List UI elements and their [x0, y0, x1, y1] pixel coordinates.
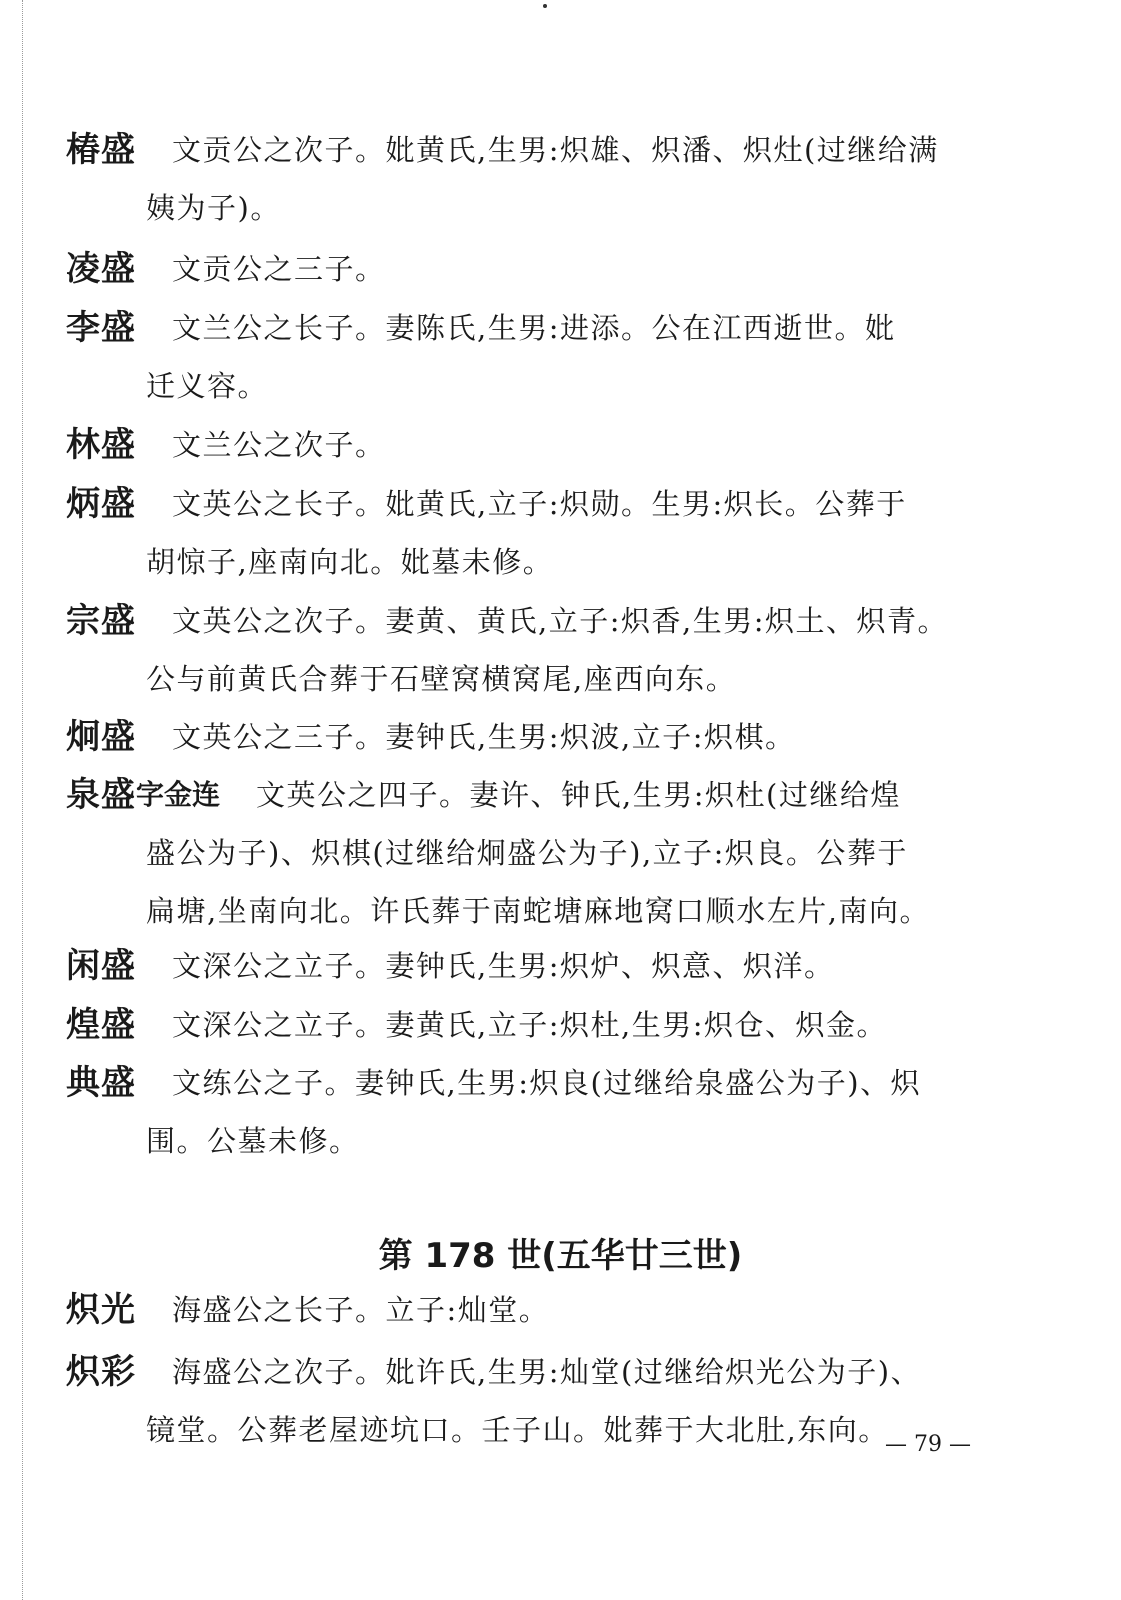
scan-speck — [543, 4, 547, 8]
entry-text-continued: 镜堂。公葬老屋迹坑口。壬子山。妣葬于大北肚,东向。 — [146, 1413, 889, 1447]
entry-text-continued: 公与前黄氏合葬于石壁窝横窝尾,座西向东。 — [146, 662, 737, 696]
entry-text: 文英公之四子。妻许、钟氏,生男:炽杜(过继给煌 — [256, 778, 901, 812]
genealogy-entry — [66, 1063, 1016, 1161]
entry-text: 海盛公之长子。立子:灿堂。 — [172, 1293, 550, 1327]
entry-text: 文深公之立子。妻黄氏,立子:炽杜,生男:炽仓、炽金。 — [172, 1008, 887, 1042]
entry-text-continued: 盛公为子)、炽棋(过继给炯盛公为子),立子:炽良。公葬于 — [146, 836, 908, 870]
entry-name: 炳盛 — [66, 484, 136, 524]
entry-text: 文兰公之长子。妻陈氏,生男:进添。公在江西逝世。妣 — [172, 311, 896, 345]
entry-name: 椿盛 — [66, 130, 136, 170]
genealogy-entry — [66, 425, 1016, 465]
entry-name: 煌盛 — [66, 1005, 136, 1045]
genealogy-entry — [66, 717, 1016, 757]
entry-name: 李盛 — [66, 308, 136, 348]
page-number: — 79 — — [885, 1432, 971, 1457]
entry-text: 文贡公之三子。 — [172, 252, 386, 286]
entry-name: 林盛 — [66, 425, 136, 465]
entry-text: 文兰公之次子。 — [172, 428, 386, 462]
genealogy-entry — [66, 1352, 1016, 1450]
genealogy-entry — [66, 249, 1016, 289]
entry-text: 文英公之长子。妣黄氏,立子:炽勋。生男:炽长。公葬于 — [172, 487, 907, 521]
entry-name: 炽光 — [66, 1290, 136, 1330]
entry-name: 凌盛 — [66, 249, 136, 289]
genealogy-entry — [66, 1290, 1016, 1330]
binding-edge-line — [22, 0, 23, 1600]
entry-text: 文英公之次子。妻黄、黄氏,立子:炽香,生男:炽土、炽青。 — [172, 604, 948, 638]
genealogy-entry — [66, 775, 1016, 931]
entry-name: 炯盛 — [66, 717, 136, 757]
entry-text: 文英公之三子。妻钟氏,生男:炽波,立子:炽棋。 — [172, 720, 796, 754]
entry-courtesy-name: 字金连 — [136, 778, 221, 811]
entry-text: 文练公之子。妻钟氏,生男:炽良(过继给泉盛公为子)、炽 — [172, 1066, 922, 1100]
genealogy-entry — [66, 130, 1016, 228]
genealogy-entry — [66, 601, 1016, 699]
entry-text: 文深公之立子。妻钟氏,生男:炽炉、炽意、炽洋。 — [172, 949, 835, 983]
genealogy-entry — [66, 484, 1016, 582]
entry-text-continued: 扁塘,坐南向北。许氏葬于南蛇塘麻地窝口顺水左片,南向。 — [146, 894, 930, 928]
entry-text-continued: 围。公墓未修。 — [146, 1124, 360, 1158]
entry-name: 宗盛 — [66, 601, 136, 641]
entry-name: 闲盛 — [66, 946, 136, 986]
genealogy-entry — [66, 308, 1016, 406]
entry-text-continued: 姨为子)。 — [146, 191, 281, 225]
entry-text-continued: 胡惊子,座南向北。妣墓未修。 — [146, 545, 554, 579]
generation-heading: 第 178 世(五华廿三世) — [378, 1236, 743, 1276]
entry-name: 泉盛 — [66, 775, 136, 815]
entry-text: 文贡公之次子。妣黄氏,生男:炽雄、炽潘、炽灶(过继给满 — [172, 133, 939, 167]
genealogy-entry — [66, 946, 1016, 986]
genealogy-entry — [66, 1005, 1016, 1045]
entry-text-continued: 迁义容。 — [146, 369, 269, 403]
entry-name: 典盛 — [66, 1063, 136, 1103]
entry-name: 炽彩 — [66, 1352, 136, 1392]
entry-text: 海盛公之次子。妣许氏,生男:灿堂(过继给炽光公为子)、 — [172, 1355, 922, 1389]
